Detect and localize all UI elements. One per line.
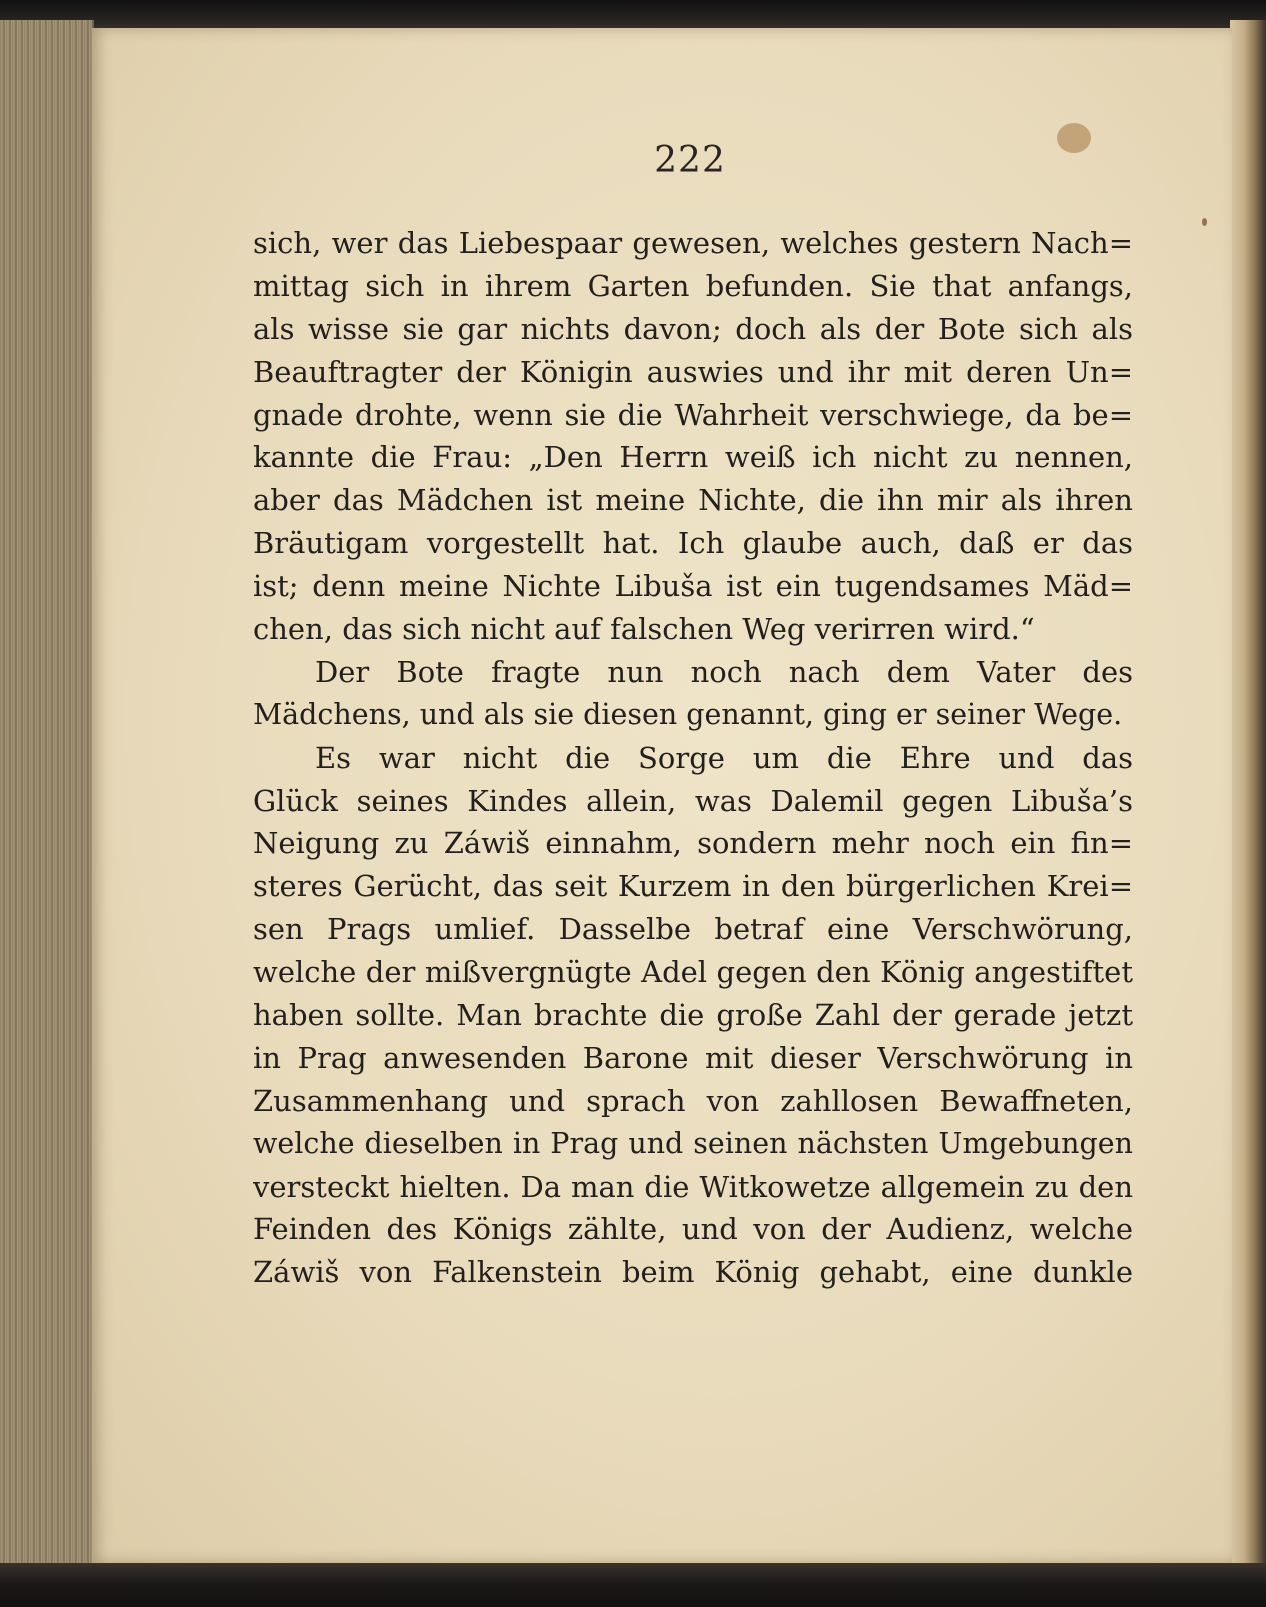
paper-speck	[1202, 218, 1207, 226]
book-bottom-edge	[0, 1563, 1266, 1607]
text-line: steres Gerücht, das seit Kurzem in den bürgerlichen Krei=	[253, 869, 1133, 904]
paper-stain	[1057, 123, 1091, 153]
text-line: Bräutigam vorgestellt hat. Ich glaube auch, daß er das	[253, 526, 1133, 561]
text-line: Feinden des Königs zählte, und von der Audienz, welche	[253, 1212, 1133, 1247]
text-line: gnade drohte, wenn sie die Wahrheit verschwiege, da be=	[253, 397, 1133, 432]
page-edges-right	[1230, 20, 1266, 1568]
text-line: ist; denn meine Nichte Libuša ist ein tugendsames Mäd=	[253, 569, 1133, 604]
text-line: kannte die Frau: „Den Herrn weiß ich nicht zu nennen,	[253, 440, 1133, 475]
text-line: in Prag anwesenden Barone mit dieser Verschwörung in	[253, 1040, 1133, 1075]
body-text	[253, 222, 1133, 1294]
page-edges-left	[0, 20, 94, 1568]
text-line: Glück seines Kindes allein, was Dalemil gegen Libuša’s	[253, 783, 1133, 818]
text-line: sen Prags umlief. Dasselbe betraf eine Verschwörung,	[253, 912, 1133, 947]
text-line: chen, das sich nicht auf falschen Weg verirren wird.“	[253, 612, 1035, 647]
page-number: 222	[654, 140, 726, 181]
text-line: haben sollte. Man brachte die große Zahl der gerade jetzt	[253, 998, 1133, 1033]
text-line: mittag sich in ihrem Garten befunden. Sie that anfangs,	[253, 268, 1133, 303]
text-line: Beauftragter der Königin auswies und ihr mit deren Un=	[253, 354, 1133, 389]
text-line: Zusammenhang und sprach von zahllosen Bewaffneten,	[253, 1083, 1133, 1118]
text-line: welche der mißvergnügte Adel gegen den König angestiftet	[253, 955, 1133, 990]
text-line: welche dieselben in Prag und seinen nächsten Umgebungen	[253, 1126, 1133, 1160]
text-line: Der Bote fragte nun noch nach dem Vater des	[315, 654, 1133, 689]
text-line: sich, wer das Liebespaar gewesen, welches gestern Nach=	[253, 226, 1133, 260]
text-line: Neigung zu Záwiš einnahm, sondern mehr noch ein fin=	[253, 826, 1133, 861]
text-line: Es war nicht die Sorge um die Ehre und das	[315, 740, 1133, 775]
text-line: aber das Mädchen ist meine Nichte, die ihn mir als ihren	[253, 483, 1133, 518]
text-line: Mädchens, und als sie diesen genannt, ging er seiner Wege.	[253, 697, 1123, 731]
text-line: als wisse sie gar nichts davon; doch als der Bote sich als	[253, 311, 1133, 346]
text-line: Záwiš von Falkenstein beim König gehabt, eine dunkle	[253, 1255, 1133, 1290]
text-line: versteckt hielten. Da man die Witkowetze allgemein zu den	[253, 1169, 1133, 1204]
